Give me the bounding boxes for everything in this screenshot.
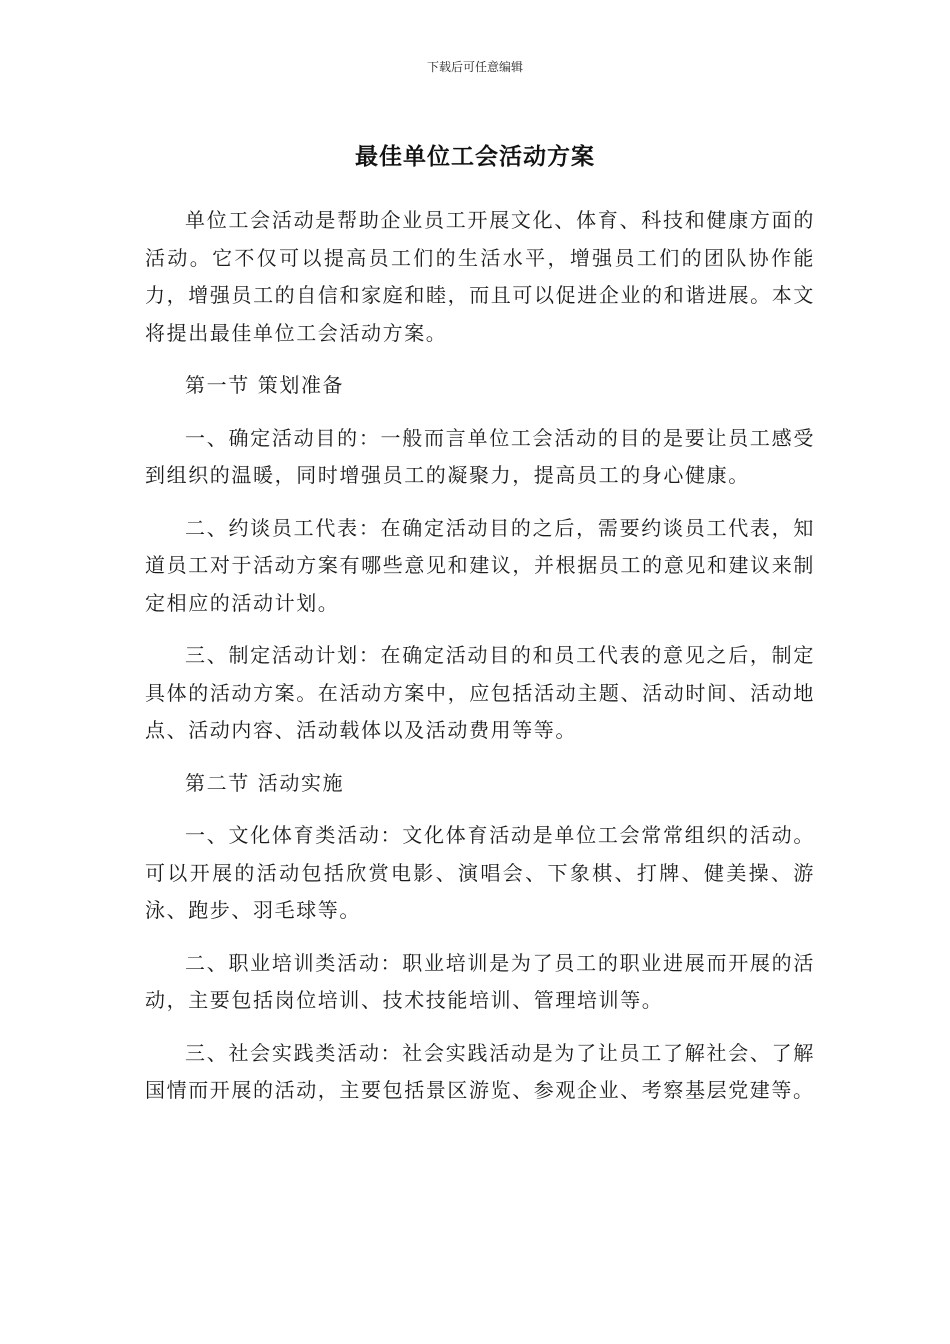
document-title: 最佳单位工会活动方案 — [355, 144, 595, 170]
paragraph-item: 一、确定活动目的：一般而言单位工会活动的目的是要让员工感受到组织的温暖，同时增强员工的凝聚力，提高员工的身心健康。 — [145, 425, 815, 487]
section-heading-1: 第一节 策划准备 — [185, 373, 345, 397]
paragraph-item: 三、社会实践类活动：社会实践活动是为了让员工了解社会、了解国情而开展的活动，主要包括景区游览、参观企业、考察基层党建等。 — [145, 1040, 815, 1102]
intro-paragraph: 单位工会活动是帮助企业员工开展文化、体育、科技和健康方面的活动。它不仅可以提高员工们的生活水平，增强员工们的团队协作能力，增强员工的自信和家庭和睦，而且可以促进企业的和谐进展。本文将提出最佳单位工会活动方案。 — [145, 208, 815, 345]
paragraph-item: 三、制定活动计划：在确定活动目的和员工代表的意见之后，制定具体的活动方案。在活动方案中，应包括活动主题、活动时间、活动地点、活动内容、活动载体以及活动费用等等。 — [145, 643, 815, 742]
document-body — [145, 202, 815, 1125]
paragraph-item: 二、约谈员工代表：在确定活动目的之后，需要约谈员工代表，知道员工对于活动方案有哪些意见和建议，并根据员工的意见和建议来制定相应的活动计划。 — [145, 515, 815, 615]
header-note: 下载后可任意编辑 — [426, 60, 523, 74]
paragraph-item: 一、文化体育类活动：文化体育活动是单位工会常常组织的活动。可以开展的活动包括欣赏电影、演唱会、下象棋、打牌、健美操、游泳、跑步、羽毛球等。 — [145, 823, 815, 922]
paragraph-item: 二、职业培训类活动：职业培训是为了员工的职业进展而开展的活动，主要包括岗位培训、技术技能培训、管理培训等。 — [145, 950, 815, 1012]
section-heading-2: 第二节 活动实施 — [185, 770, 345, 795]
